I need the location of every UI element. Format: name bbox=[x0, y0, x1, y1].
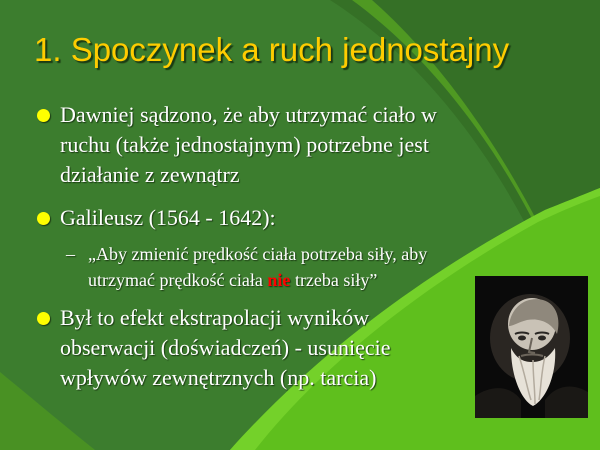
bullet-item bbox=[36, 203, 556, 233]
bullet-text-line: Był to efekt ekstrapolacji wyników bbox=[60, 305, 370, 330]
bullet-dot-icon bbox=[37, 109, 50, 122]
quote-text: trzeba siły” bbox=[290, 270, 378, 290]
bullet-text-line: obserwacji (doświadczeń) - usunięcie bbox=[60, 335, 391, 360]
bullet-text-line: Dawniej sądzono, że aby utrzymać ciało w bbox=[60, 102, 437, 127]
quote-line: „Aby zmienić prędkość ciała potrzeba siły, aby bbox=[88, 244, 428, 264]
quote-subbullet bbox=[66, 241, 536, 293]
bullet-text-line: działanie z zewnątrz bbox=[60, 162, 240, 187]
quote-text: utrzymać prędkość ciała bbox=[88, 270, 268, 290]
quote-line bbox=[66, 267, 536, 293]
quote-emphasis: nie bbox=[267, 270, 291, 290]
bullet-text-line: Galileusz (1564 - 1642): bbox=[60, 205, 276, 230]
bullet-dot-icon bbox=[37, 212, 50, 225]
bullet-text-line: ruchu (także jednostajnym) potrzebne jest bbox=[60, 132, 429, 157]
bullet-text-line: wpływów zewnętrznych (np. tarcia) bbox=[60, 365, 377, 390]
dash-marker: – bbox=[66, 244, 75, 264]
slide-title: 1. Spoczynek a ruch jednostajny bbox=[34, 31, 510, 68]
bullet-item bbox=[36, 100, 556, 190]
bullet-dot-icon bbox=[37, 312, 50, 325]
galileo-portrait-icon bbox=[475, 276, 588, 418]
